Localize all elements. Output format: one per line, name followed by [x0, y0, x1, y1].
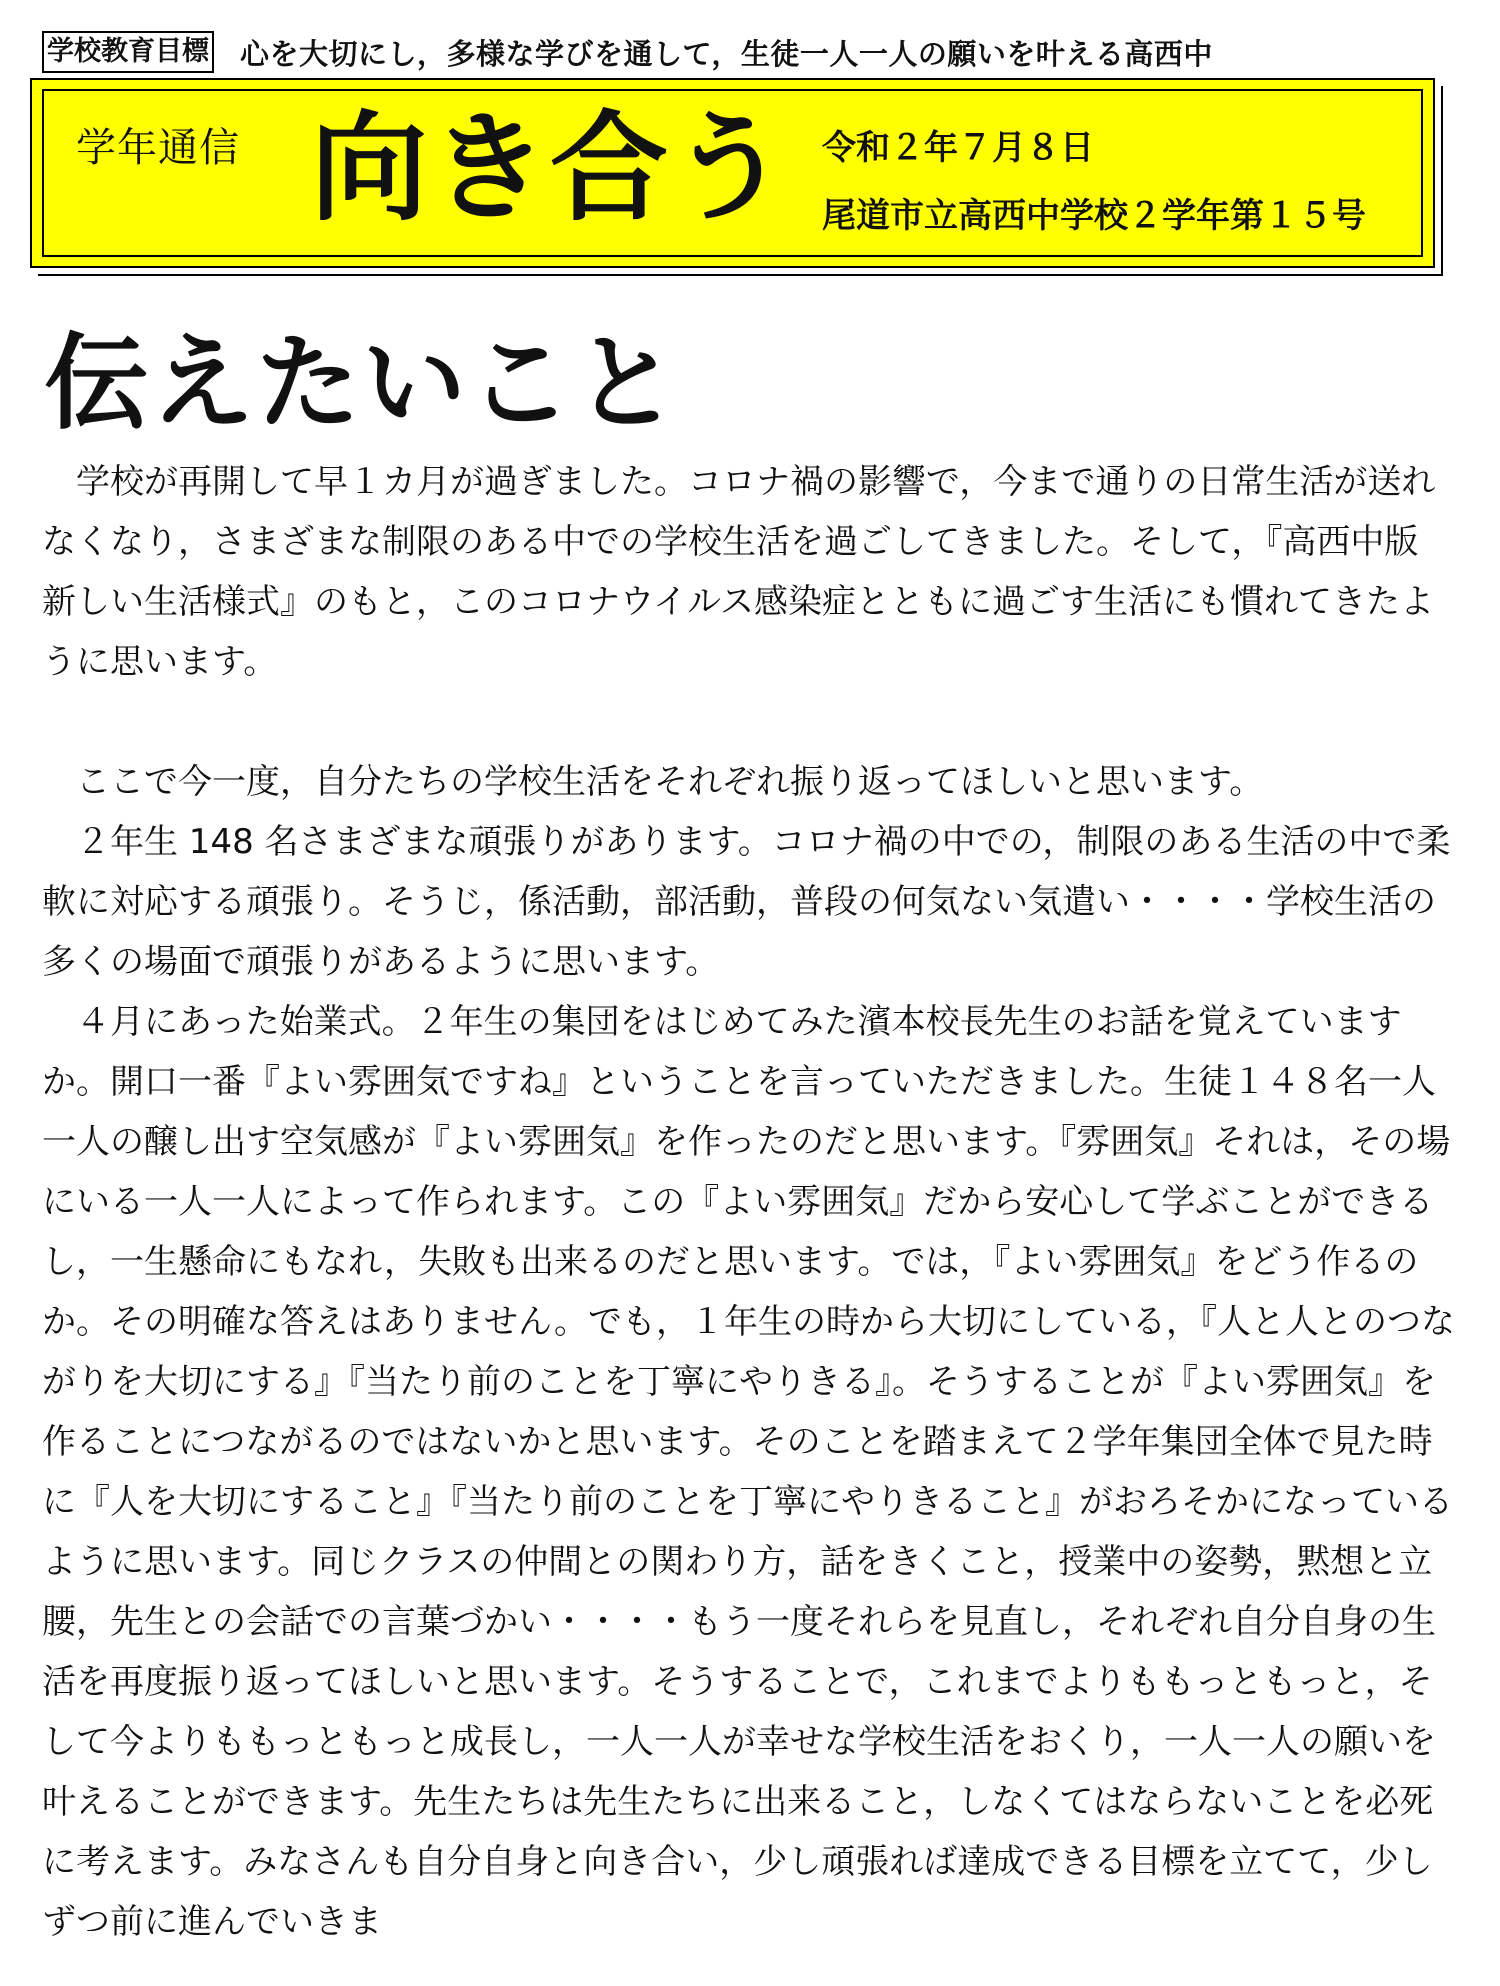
article-paragraph: ここで今一度，自分たちの学校生活をそれぞれ振り返ってほしいと思います。	[76, 762, 1264, 802]
article-body	[42, 452, 1462, 1952]
motto-label: 学校教育目標	[42, 31, 214, 73]
article-paragraph: 学校が再開して早１カ月が過ぎました。コロナ禍の影響で，今まで通りの日常生活が送れなくなり，さまざまな制限のある中での学校生活を過ごしてきました。そして，『高西中版 新しい生活様式』のもと，このコロナウイルス感染症とともに過ごす生活にも慣れてきたように思います。	[42, 462, 1453, 682]
school-motto	[42, 30, 1213, 74]
article-paragraph: ２年生 148 名さまざまな頑張りがあります。コロナ禍の中での，制限のある生活の中で柔軟に対応する頑張り。そうじ，係活動，部活動，普段の何気ない気遣い・・・・学校生活の多くの場面で頑張りがあるように思います。	[42, 822, 1451, 982]
issue-date: 令和２年７月８日	[822, 128, 1094, 168]
article-paragraph: ４月にあった始業式。２年生の集団をはじめてみた濱本校長先生のお話を覚えていますか。開口一番『よい雰囲気ですね』ということを言っていただきました。生徒１４８名一人一人の醸し出す空気感が『よい雰囲気』を作ったのだと思います。『雰囲気』それは，その場にいる一人一人によって作られます。この『よい雰囲気』だから安心して学ぶことができるし，一生懸命にもなれ，失敗も出来るのだと思います。では，『よい雰囲気』をどう作るのか。その明確な答えはありません。でも，１年生の時から大切にしている，『人と人とのつながりを大切にする』『当たり前のことを丁寧にやりきる』。そうすることが『よい雰囲気』を作ることにつながるのではないかと思います。そのことを踏まえて２学年集団全体で見た時に『人を大切にすること』『当たり前のことを丁寧にやりきること』がおろそかになっているように思います。同じクラスの仲間との関わり方，話をきくこと，授業中の姿勢，黙想と立腰，先生との会話での言葉づかい・・・・もう一度それらを見直し，それぞれ自分自身の生活を再度振り返ってほしいと思います。そうすることで，これまでよりももっともっと，そして今よりももっともっと成長し，一人一人が幸せな学校生活をおくり，一人一人の願いを叶えることができます。先生たちは先生たちに出来ること，しなくてはならないことを必死に考えます。みなさんも自分自身と向き合い，少し頑張れば達成できる目標を立てて，少しずつ前に進んでいきま	[42, 1002, 1456, 1942]
newsletter-title: 向き合う	[310, 99, 791, 237]
article-heading: 伝えたいこと	[44, 322, 681, 444]
issue-number: 尾道市立高西中学校２学年第１５号	[822, 196, 1366, 236]
newsletter-category: 学年通信	[76, 125, 240, 171]
newsletter-banner	[30, 78, 1435, 268]
motto-text: 心を大切にし，多様な学びを通して，生徒一人一人の願いを叶える高西中	[240, 36, 1213, 71]
